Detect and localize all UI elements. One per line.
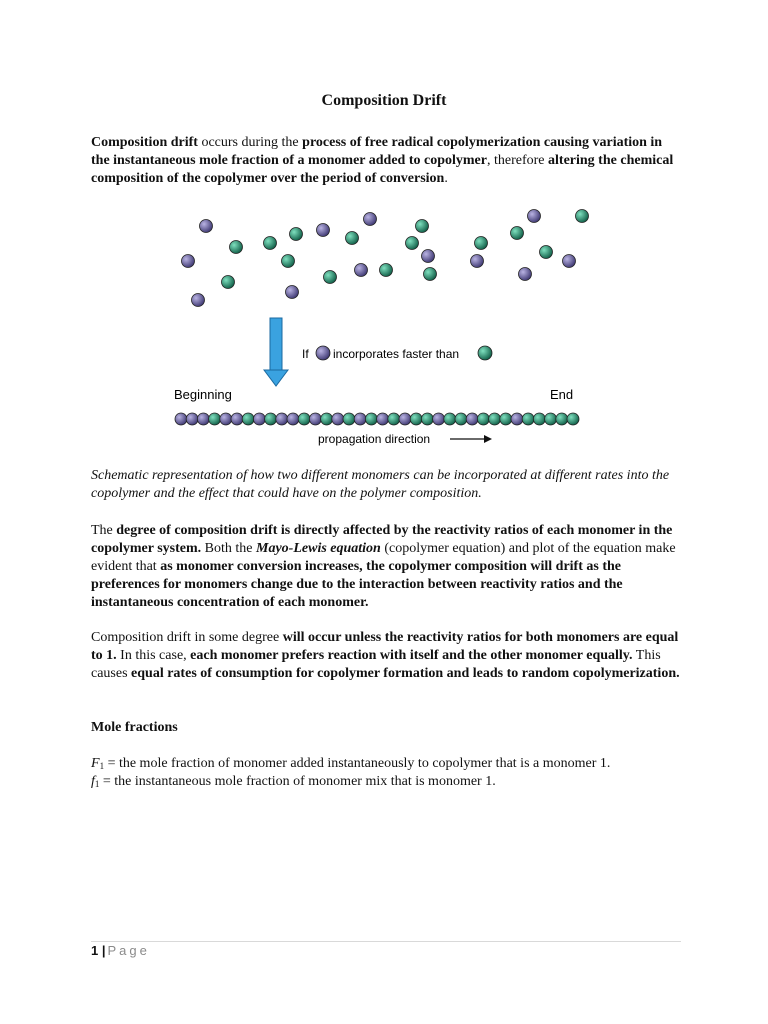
purple-monomer bbox=[433, 413, 445, 425]
green-monomer bbox=[365, 413, 377, 425]
green-monomer bbox=[477, 413, 489, 425]
green-monomer bbox=[410, 413, 422, 425]
drift-condition-paragraph: Composition drift in some degree will occur unless the reactivity ratios for both monomers are equal to 1. In this case, each monomer prefers reaction with itself and the other monomer equally. This causes equal rates of consumption for copolymer formation and leads to random copolymerization. bbox=[91, 630, 680, 681]
green-monomer bbox=[321, 413, 333, 425]
green-monomer bbox=[556, 413, 568, 425]
figure-caption: Schematic representation of how two different monomers can be incorporated at different rates into the copolymer and the effect that could have on the polymer composition. bbox=[91, 468, 670, 501]
green-monomer bbox=[282, 255, 295, 268]
intro-paragraph: Composition drift occurs during the process of free radical copolymerization causing variation in the instantaneous mole fraction of a monomer added to copolymer, therefore altering the chemical composition of the copolymer over the period of conversion. bbox=[91, 135, 674, 186]
purple-monomer bbox=[220, 413, 232, 425]
green-monomer bbox=[388, 413, 400, 425]
page-title: Composition Drift bbox=[321, 92, 447, 109]
purple-monomer bbox=[276, 413, 288, 425]
green-monomer bbox=[298, 413, 310, 425]
green-monomer bbox=[424, 268, 437, 281]
purple-monomer bbox=[466, 413, 478, 425]
purple-monomer bbox=[355, 264, 368, 277]
reactivity-paragraph: The degree of composition drift is directly affected by the reactivity ratios of each monomer in the copolymer system. Both the Mayo-Lewis equation (copolymer equation) and plot of the equation make evident that as monomer conversion increases, the copolymer composition will drift as the preferences for monomers change due to the interaction between reactivity ratios and the instantaneous concentration of each monomer. bbox=[91, 523, 676, 610]
purple-monomer bbox=[309, 413, 321, 425]
green-monomer bbox=[421, 413, 433, 425]
green-monomer bbox=[475, 237, 488, 250]
green-monomer bbox=[500, 413, 512, 425]
definition-f1: $f_1$ = the instantaneous mole fraction of monomer mix that is monomer 1. bbox=[91, 774, 496, 789]
green-monomer-icon bbox=[478, 346, 492, 360]
purple-monomer bbox=[399, 413, 411, 425]
green-monomer bbox=[380, 264, 393, 277]
monomer-pool bbox=[182, 210, 589, 307]
purple-monomer bbox=[186, 413, 198, 425]
purple-monomer bbox=[519, 268, 532, 281]
green-monomer bbox=[489, 413, 501, 425]
page-footer: 1 | Page bbox=[91, 943, 150, 958]
beginning-label: Beginning bbox=[174, 387, 232, 402]
green-monomer bbox=[222, 276, 235, 289]
purple-monomer bbox=[182, 255, 195, 268]
green-monomer bbox=[511, 227, 524, 240]
purple-monomer bbox=[528, 210, 541, 223]
purple-monomer bbox=[563, 255, 576, 268]
green-monomer bbox=[522, 413, 534, 425]
green-monomer bbox=[444, 413, 456, 425]
if-label: If bbox=[302, 347, 309, 361]
purple-monomer bbox=[317, 224, 330, 237]
direction-label: propagation direction bbox=[318, 432, 431, 446]
purple-monomer bbox=[197, 413, 209, 425]
end-label: End bbox=[550, 387, 574, 402]
purple-monomer bbox=[200, 220, 213, 233]
purple-monomer bbox=[377, 413, 389, 425]
green-monomer bbox=[455, 413, 467, 425]
footer-divider bbox=[91, 941, 681, 942]
down-arrow-icon bbox=[264, 318, 288, 386]
green-monomer bbox=[540, 246, 553, 259]
green-monomer bbox=[576, 210, 589, 223]
green-monomer bbox=[209, 413, 221, 425]
green-monomer bbox=[324, 271, 337, 284]
purple-monomer-icon bbox=[316, 346, 330, 360]
purple-monomer bbox=[332, 413, 344, 425]
green-monomer bbox=[346, 232, 359, 245]
purple-monomer bbox=[192, 294, 205, 307]
green-monomer bbox=[567, 413, 579, 425]
purple-monomer bbox=[253, 413, 265, 425]
purple-monomer bbox=[287, 413, 299, 425]
purple-monomer bbox=[471, 255, 484, 268]
green-monomer bbox=[242, 413, 254, 425]
green-monomer bbox=[230, 241, 243, 254]
green-monomer bbox=[545, 413, 557, 425]
definition-F1: $F_1$ = the mole fraction of monomer added instantaneously to copolymer that is a monomer 1. bbox=[91, 756, 611, 771]
copolymer-diagram bbox=[168, 200, 598, 456]
purple-monomer bbox=[511, 413, 523, 425]
purple-monomer bbox=[175, 413, 187, 425]
green-monomer bbox=[265, 413, 277, 425]
green-monomer bbox=[264, 237, 277, 250]
green-monomer bbox=[343, 413, 355, 425]
purple-monomer bbox=[286, 286, 299, 299]
direction-arrow-icon bbox=[450, 435, 492, 443]
purple-monomer bbox=[364, 213, 377, 226]
mole-fractions-heading: Mole fractions bbox=[91, 720, 178, 735]
green-monomer bbox=[290, 228, 303, 241]
purple-monomer bbox=[231, 413, 243, 425]
polymer-chain bbox=[175, 413, 579, 425]
green-monomer bbox=[416, 220, 429, 233]
faster-label: incorporates faster than bbox=[333, 347, 460, 361]
green-monomer bbox=[533, 413, 545, 425]
green-monomer bbox=[406, 237, 419, 250]
purple-monomer bbox=[354, 413, 366, 425]
purple-monomer bbox=[422, 250, 435, 263]
